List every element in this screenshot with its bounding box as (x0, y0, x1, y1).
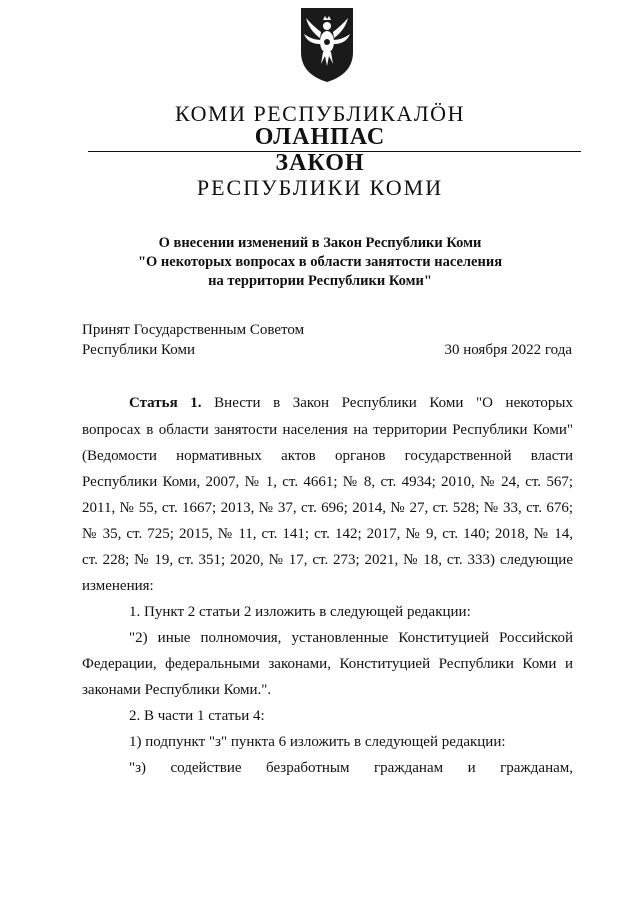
law-subject-line: О внесении изменений в Закон Республики Коми (158, 235, 482, 251)
header-republic: РЕСПУБЛИКИ КОМИ (196, 175, 444, 200)
item-2-subitem: 1) подпункт "з" пункта 6 изложить в следующей редакции: (129, 734, 506, 750)
item-2-subitem-text: "з) содействие безработным гражданам и гражданам, (129, 760, 573, 776)
item-1-text: Федерации, федеральными законами, Конституцией Республики Коми и (82, 656, 573, 672)
article-line: 2011, № 55, ст. 1667; 2013, № 37, ст. 696; 2014, № 27, ст. 528; № 33, ст. 676; (82, 500, 573, 516)
article-line: вопросах в области занятости населения на территории Республики Коми" (82, 422, 573, 438)
item-1: 1. Пункт 2 статьи 2 изложить в следующей редакции: (129, 604, 471, 620)
adoption-date: 30 ноября 2022 года (444, 342, 572, 358)
item-1-text: "2) иные полномочия, установленные Конституцией Российской (129, 630, 573, 646)
article-line: (Ведомости нормативных актов органов государственной власти (82, 448, 573, 464)
article-label: Статья 1. (129, 395, 202, 411)
article-first-line (129, 393, 573, 413)
header-komi-law: ОЛАНПАС (254, 124, 386, 150)
article-line: изменения: (82, 578, 154, 594)
article-line: № 35, ст. 725; 2015, № 11, ст. 141; ст. 142; 2017, № 9, ст. 140; 2018, № 14, (82, 526, 573, 542)
header-komi-title: КОМИ РЕСПУБЛИКАЛÖН (175, 101, 465, 126)
adoption-authority: Принят Государственным Советом (82, 322, 305, 338)
coat-of-arms-emblem (295, 4, 359, 84)
item-2: 2. В части 1 статьи 4: (129, 708, 265, 724)
header-law: ЗАКОН (275, 150, 365, 176)
law-subject-line: на территории Республики Коми" (208, 273, 432, 289)
article-text: Внести в Закон Республики Коми "О некоторых (214, 395, 574, 411)
article-line: ст. 228; № 19, ст. 351; 2020, № 17, ст. 273; 2021, № 18, ст. 333) следующие (82, 552, 573, 568)
law-subject-line: "О некоторых вопросах в области занятости населения (137, 254, 503, 270)
adoption-authority: Республики Коми (82, 342, 195, 358)
item-1-text: законами Республики Коми.". (82, 682, 272, 698)
article-line: Республики Коми, 2007, № 1, ст. 4661; № 8, ст. 4934; 2010, № 24, ст. 567; (82, 474, 573, 490)
